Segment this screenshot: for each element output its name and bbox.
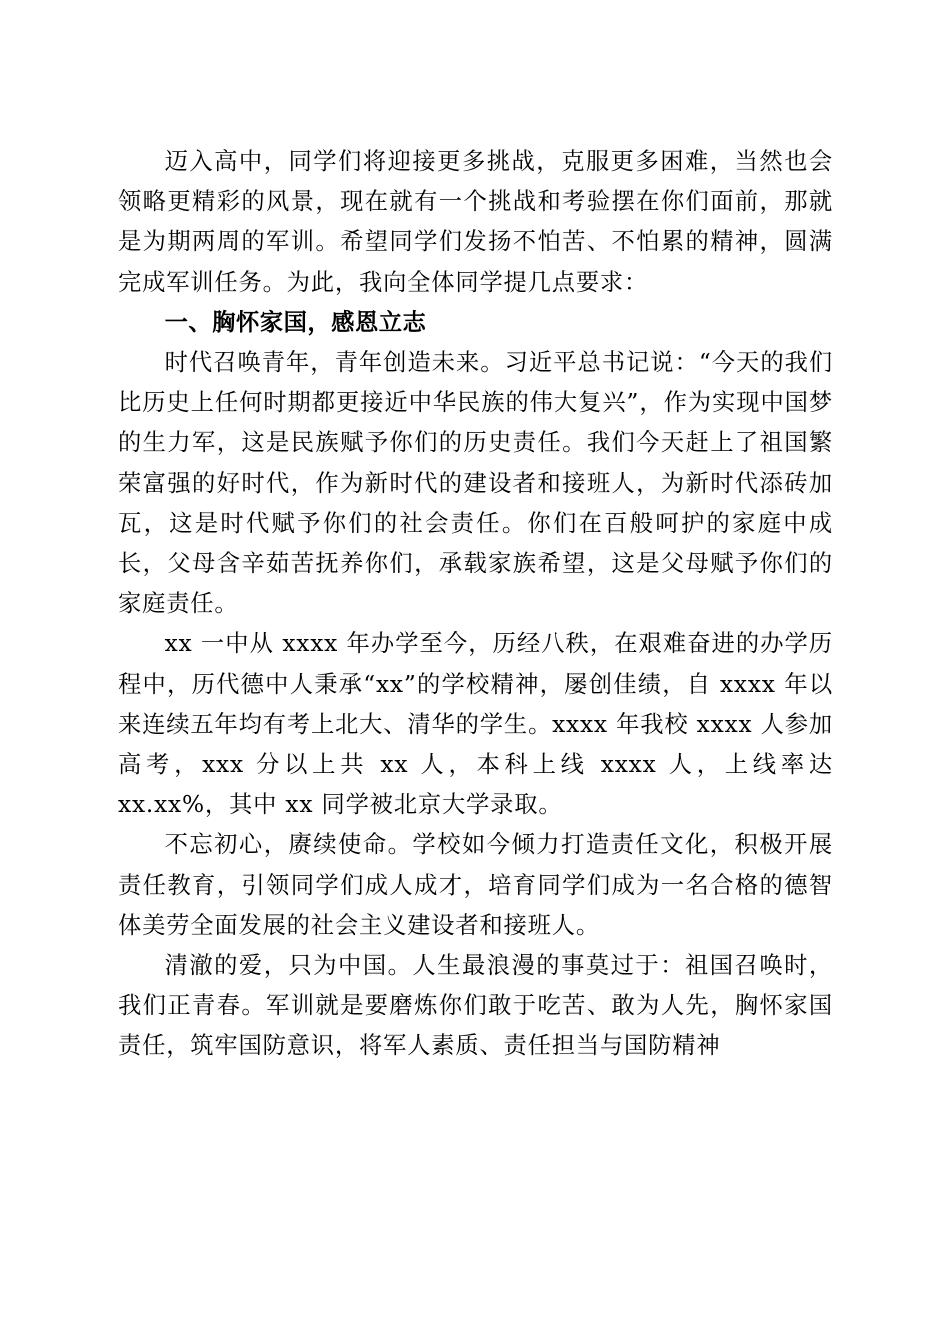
paragraph-patriotism: 清澈的爱，只为中国。人生最浪漫的事莫过于：祖国召唤时，我们正青春。军训就是要磨炼你们敢于吃苦、敢为人先，胸怀家国责任，筑牢国防意识，将军人素质、责任担当与国防精神 [118, 952, 833, 1060]
paragraph-school-history: xx 一中从 xxxx 年办学至今，历经八秩，在艰难奋进的办学历程中，历代德中人秉承“xx”的学校精神，屡创佳绩，自 xxxx 年以来连续五年均有考上北大、清华的学生。xxxx 年我校 xxxx 人参加高考，xxx 分以上共 xx 人，本科上线 xxxx 人，上线率达 xx.xx%，其中 xx 同学被北京大学录取。 [118, 630, 833, 819]
paragraph-intro: 迈入高中，同学们将迎接更多挑战，克服更多困难，当然也会领略更精彩的风景，现在就有一个挑战和考验摆在你们面前，那就是为期两周的军训。希望同学们发扬不怕苦、不怕累的精神，圆满完成军训任务。为此，我向全体同学提几点要求： [118, 148, 833, 296]
paragraph-era-responsibility: 时代召唤青年，青年创造未来。习近平总书记说：“今天的我们比历史上任何时期都更接近中华民族的伟大复兴”，作为实现中国梦的生力军，这是民族赋予你们的历史责任。我们今天赶上了祖国繁荣富强的好时代，作为新时代的建设者和接班人，为新时代添砖加瓦，这是时代赋予你们的社会责任。你们在百般呵护的家庭中成长，父母含辛茹苦抚养你们，承载家族希望，这是父母赋予你们的家庭责任。 [118, 349, 833, 618]
document-page [118, 142, 833, 1067]
section-heading-1: 一、胸怀家国，感恩立志 [164, 308, 427, 336]
paragraph-mission: 不忘初心，赓续使命。学校如今倾力打造责任文化，积极开展责任教育，引领同学们成人成才，培育同学们成为一名合格的德智体美劳全面发展的社会主义建设者和接班人。 [118, 831, 833, 939]
